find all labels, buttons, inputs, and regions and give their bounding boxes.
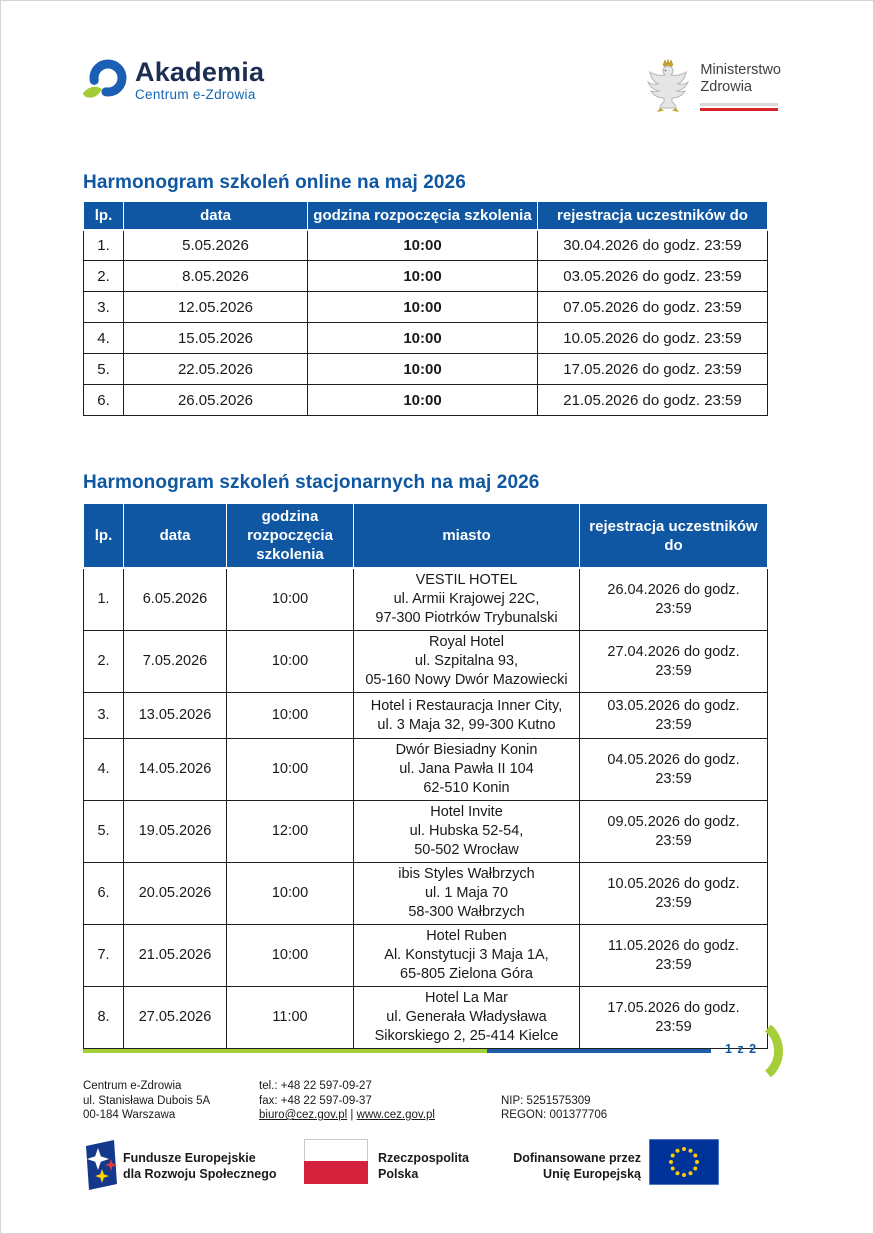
col-header-lp: lp.: [84, 504, 124, 569]
lp-cell: 5.: [84, 354, 124, 385]
ministry-name-line1: Ministerstwo: [700, 62, 781, 78]
european-funds-flag-icon: [83, 1138, 121, 1197]
venue-line: ul. Szpitalna 93,: [414, 653, 519, 669]
registration-cell: 30.04.2026 do godz. 23:59: [538, 230, 768, 261]
venue-line: 58-300 Wałbrzych: [408, 904, 525, 920]
registration-cell: 27.04.2026 do godz. 23:59: [580, 631, 768, 693]
eu-label-line1: Dofinansowane przez: [513, 1151, 641, 1165]
contact-city: 00-184 Warszawa: [83, 1109, 176, 1121]
table-row: [84, 230, 768, 261]
venue-line: VESTIL HOTEL: [415, 572, 518, 588]
footer-rule-green: [83, 1049, 487, 1053]
lp-cell: 1.: [84, 568, 124, 631]
col-header-rejestracja: rejestracja uczestników do: [538, 202, 768, 230]
lp-cell: 7.: [84, 925, 124, 987]
lp-cell: 1.: [84, 230, 124, 261]
col-header-godzina: godzina rozpoczęcia szkolenia: [308, 202, 538, 230]
table-row: [84, 925, 768, 987]
stationary-schedule-table: [83, 503, 768, 1049]
eu-flag-icon: [649, 1139, 719, 1190]
online-schedule-title: Harmonogram szkoleń online na maj 2026: [83, 172, 466, 193]
footer-rule-blue: [487, 1049, 711, 1053]
table-header-row: [84, 202, 768, 230]
funding-logos: [83, 1137, 743, 1207]
table-row: [84, 739, 768, 801]
venue-line: ul. Generała Władysława: [386, 1009, 547, 1025]
contact-org: Centrum e-Zdrowia: [83, 1080, 182, 1092]
venue-cell: [354, 568, 580, 631]
time-cell: 10:00: [227, 863, 354, 925]
time-cell: 10:00: [308, 354, 538, 385]
table-row: [84, 292, 768, 323]
venue-line: Al. Konstytucji 3 Maja 1A,: [384, 947, 549, 963]
venue-line: ul. Jana Pawła II 104: [399, 761, 534, 777]
date-cell: 19.05.2026: [124, 801, 227, 863]
website-link[interactable]: www.cez.gov.pl: [356, 1109, 435, 1121]
date-cell: 8.05.2026: [124, 261, 308, 292]
date-cell: 22.05.2026: [124, 354, 308, 385]
stationary-schedule-title: Harmonogram szkoleń stacjonarnych na maj 2026: [83, 472, 540, 493]
venue-cell: [354, 693, 580, 739]
fe-label-line1: Fundusze Europejskie: [123, 1151, 256, 1165]
contact-regon: REGON: 001377706: [501, 1109, 608, 1121]
page-number: 1 z 2: [725, 1042, 758, 1056]
time-cell: 10:00: [227, 568, 354, 631]
lp-cell: 4.: [84, 323, 124, 354]
date-cell: 21.05.2026: [124, 925, 227, 987]
lp-cell: 6.: [84, 385, 124, 416]
registration-cell: 17.05.2026 do godz. 23:59: [580, 987, 768, 1049]
ministry-flag-stripes: [700, 103, 778, 111]
table-row: [84, 987, 768, 1049]
date-cell: 27.05.2026: [124, 987, 227, 1049]
brand-name: Akademia: [135, 57, 265, 87]
email-link[interactable]: biuro@cez.gov.pl: [259, 1109, 348, 1121]
venue-cell: [354, 925, 580, 987]
table-row: [84, 323, 768, 354]
registration-cell: 09.05.2026 do godz. 23:59: [580, 801, 768, 863]
venue-line: ul. Hubska 52-54,: [409, 823, 524, 839]
venue-line: Hotel La Mar: [424, 990, 508, 1006]
lp-cell: 3.: [84, 292, 124, 323]
venue-line: 05-160 Nowy Dwór Mazowiecki: [365, 672, 568, 688]
contact-nip: NIP: 5251575309: [501, 1094, 591, 1107]
venue-line: Hotel i Restauracja Inner City,: [370, 697, 563, 714]
table-row: [84, 801, 768, 863]
lp-cell: 2.: [84, 261, 124, 292]
table-row: [84, 261, 768, 292]
time-cell: 10:00: [308, 385, 538, 416]
registration-cell: 11.05.2026 do godz. 23:59: [580, 925, 768, 987]
col-header-godzina: godzina rozpoczęcia szkolenia: [227, 504, 354, 569]
date-cell: 20.05.2026: [124, 863, 227, 925]
venue-line: Dwór Biesiadny Konin: [395, 742, 538, 758]
time-cell: 10:00: [308, 323, 538, 354]
col-header-data: data: [124, 202, 308, 230]
venue-line: 97-300 Piotrków Trybunalski: [375, 610, 558, 626]
ministry-name-line2: Zdrowia: [700, 79, 752, 95]
registration-cell: 07.05.2026 do godz. 23:59: [538, 292, 768, 323]
date-cell: 5.05.2026: [124, 230, 308, 261]
table-header-row: [84, 504, 768, 569]
col-header-rejestracja: rejestracja uczestników do: [580, 504, 768, 569]
time-cell: 10:00: [227, 631, 354, 693]
pl-label-line1: Rzeczpospolita: [378, 1151, 469, 1165]
venue-cell: [354, 863, 580, 925]
eagle-icon: [646, 56, 690, 119]
registration-cell: 21.05.2026 do godz. 23:59: [538, 385, 768, 416]
col-header-miasto: miasto: [354, 504, 580, 569]
lp-cell: 6.: [84, 863, 124, 925]
time-cell: 10:00: [227, 693, 354, 739]
header: [81, 56, 781, 119]
venue-line: 62-510 Konin: [423, 780, 510, 796]
contact-street: ul. Stanisława Dubois 5A: [83, 1094, 211, 1107]
time-cell: 10:00: [227, 925, 354, 987]
registration-cell: 26.04.2026 do godz. 23:59: [580, 568, 768, 631]
date-cell: 15.05.2026: [124, 323, 308, 354]
venue-line: Hotel Ruben: [426, 928, 507, 944]
link-separator: |: [347, 1109, 357, 1121]
table-row: [84, 385, 768, 416]
date-cell: 12.05.2026: [124, 292, 308, 323]
time-cell: 10:00: [308, 261, 538, 292]
registration-cell: 04.05.2026 do godz. 23:59: [580, 739, 768, 801]
lp-cell: 4.: [84, 739, 124, 801]
table-row: [84, 631, 768, 693]
venue-cell: [354, 739, 580, 801]
venue-line: Hotel Invite: [430, 804, 503, 820]
venue-line: ul. 1 Maja 70: [424, 885, 509, 901]
date-cell: 7.05.2026: [124, 631, 227, 693]
fe-label-line2: dla Rozwoju Społecznego: [123, 1167, 277, 1181]
time-cell: 11:00: [227, 987, 354, 1049]
table-row: [84, 693, 768, 739]
lp-cell: 3.: [84, 693, 124, 739]
online-schedule-table: [83, 201, 768, 416]
registration-cell: 03.05.2026 do godz. 23:59: [580, 693, 768, 739]
venue-line: 50-502 Wrocław: [414, 842, 519, 858]
pl-label-line2: Polska: [378, 1167, 419, 1181]
col-header-data: data: [124, 504, 227, 569]
contact-tel: tel.: +48 22 597-09-27: [259, 1080, 372, 1092]
venue-line: Sikorskiego 2, 25-414 Kielce: [374, 1028, 559, 1044]
eu-label-line2: Unię Europejską: [543, 1167, 641, 1181]
date-cell: 26.05.2026: [124, 385, 308, 416]
brand-subtitle: Centrum e-Zdrowia: [135, 87, 256, 102]
registration-cell: 03.05.2026 do godz. 23:59: [538, 261, 768, 292]
registration-cell: 10.05.2026 do godz. 23:59: [538, 323, 768, 354]
time-cell: 12:00: [227, 801, 354, 863]
akademia-logo-icon: [81, 56, 127, 113]
ministry-logo: [646, 56, 781, 119]
venue-cell: [354, 631, 580, 693]
date-cell: 14.05.2026: [124, 739, 227, 801]
table-row: [84, 354, 768, 385]
lp-cell: 5.: [84, 801, 124, 863]
venue-line: 65-805 Zielona Góra: [400, 966, 533, 982]
akademia-logo: [81, 56, 264, 113]
time-cell: 10:00: [308, 230, 538, 261]
venue-cell: [354, 801, 580, 863]
poland-flag-icon: [304, 1139, 368, 1184]
venue-line: Royal Hotel: [429, 634, 504, 650]
time-cell: 10:00: [227, 739, 354, 801]
registration-cell: 10.05.2026 do godz. 23:59: [580, 863, 768, 925]
time-cell: 10:00: [308, 292, 538, 323]
col-header-lp: lp.: [84, 202, 124, 230]
table-row: [84, 568, 768, 631]
date-cell: 13.05.2026: [124, 693, 227, 739]
lp-cell: 8.: [84, 987, 124, 1049]
table-row: [84, 863, 768, 925]
green-paren-icon: [761, 1023, 791, 1084]
lp-cell: 2.: [84, 631, 124, 693]
date-cell: 6.05.2026: [124, 568, 227, 631]
venue-line: ibis Styles Wałbrzych: [398, 866, 535, 882]
venue-cell: [354, 987, 580, 1049]
venue-line: ul. 3 Maja 32, 99-300 Kutno: [377, 716, 556, 733]
venue-line: ul. Armii Krajowej 22C,: [393, 591, 540, 607]
contact-fax: fax: +48 22 597-09-37: [259, 1094, 372, 1107]
registration-cell: 17.05.2026 do godz. 23:59: [538, 354, 768, 385]
